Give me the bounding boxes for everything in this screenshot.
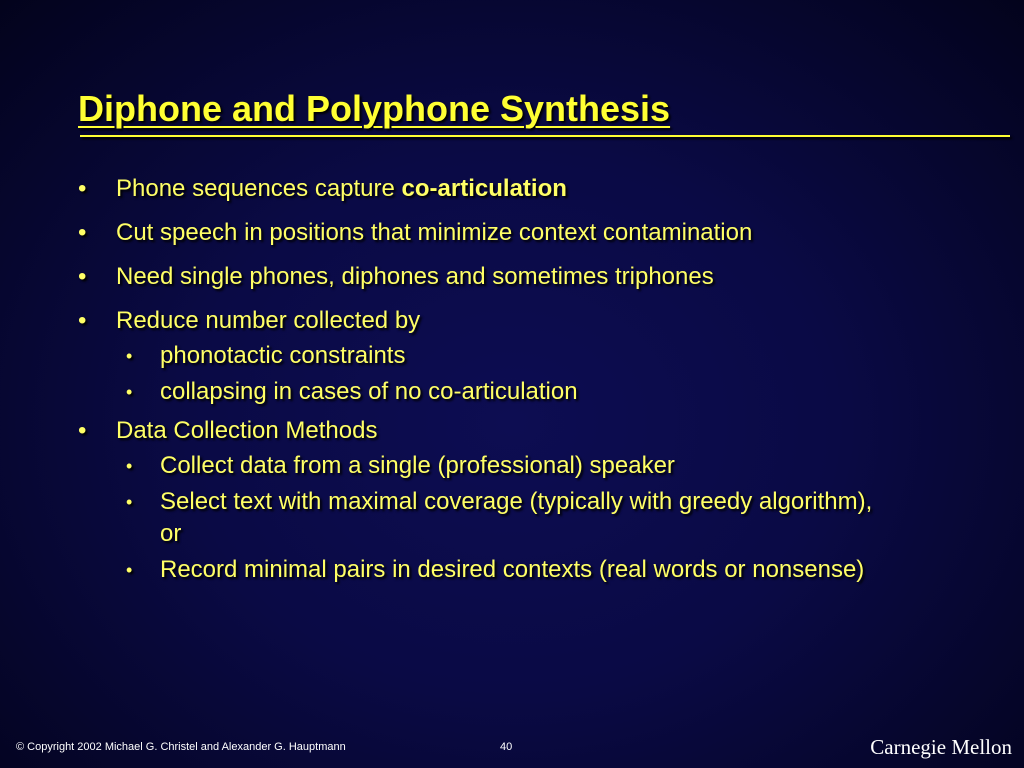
- bullet-text: Cut speech in positions that minimize context contamination: [116, 219, 753, 246]
- bullet-text: Data Collection Methods: [116, 417, 378, 444]
- sub-bullet-marker: •: [126, 560, 133, 580]
- sub-bullet-text: Collect data from a single (professional) speaker: [160, 452, 675, 479]
- bullet-item: [78, 306, 978, 408]
- bullet-marker: •: [78, 263, 87, 290]
- sub-bullet-list: [116, 450, 978, 586]
- sub-bullet-marker: •: [126, 492, 133, 512]
- bullet-list: [78, 174, 978, 594]
- carnegie-mellon-logo: Carnegie Mellon: [870, 735, 1012, 759]
- sub-bullet-item: [116, 554, 880, 586]
- bullet-item: [78, 174, 978, 204]
- bullet-marker: •: [78, 175, 87, 202]
- slide-title: Diphone and Polyphone Synthesis: [78, 88, 671, 129]
- sub-bullet-list: [116, 340, 978, 408]
- bullet-marker: •: [78, 307, 87, 334]
- sub-bullet-marker: •: [126, 382, 133, 402]
- footer-copyright: © Copyright 2002 Michael G. Christel and Alexander G. Hauptmann: [16, 741, 346, 753]
- bullet-item: [78, 416, 978, 586]
- bullet-text: Phone sequences capture: [116, 175, 402, 202]
- sub-bullet-text: phonotactic constraints: [160, 342, 406, 369]
- sub-bullet-item: [116, 340, 880, 372]
- bullet-bold-text: co-articulation: [401, 175, 567, 202]
- bullet-marker: •: [78, 219, 87, 246]
- sub-bullet-item: [116, 450, 880, 482]
- sub-bullet-text: Select text with maximal coverage (typically with greedy algorithm), or: [160, 488, 873, 547]
- sub-bullet-text: Record minimal pairs in desired contexts (real words or nonsense): [160, 556, 865, 583]
- sub-bullet-marker: •: [126, 456, 133, 476]
- sub-bullet-marker: •: [126, 346, 133, 366]
- bullet-text: Need single phones, diphones and sometimes triphones: [116, 263, 714, 290]
- bullet-item: [78, 218, 978, 248]
- sub-bullet-item: [116, 486, 880, 550]
- title-underline-rule: [80, 135, 1010, 137]
- bullet-item: [78, 262, 978, 292]
- sub-bullet-text: collapsing in cases of no co-articulation: [160, 378, 578, 405]
- bullet-marker: •: [78, 417, 87, 444]
- sub-bullet-item: [116, 376, 880, 408]
- page-number: 40: [500, 741, 513, 753]
- bullet-text: Reduce number collected by: [116, 307, 421, 334]
